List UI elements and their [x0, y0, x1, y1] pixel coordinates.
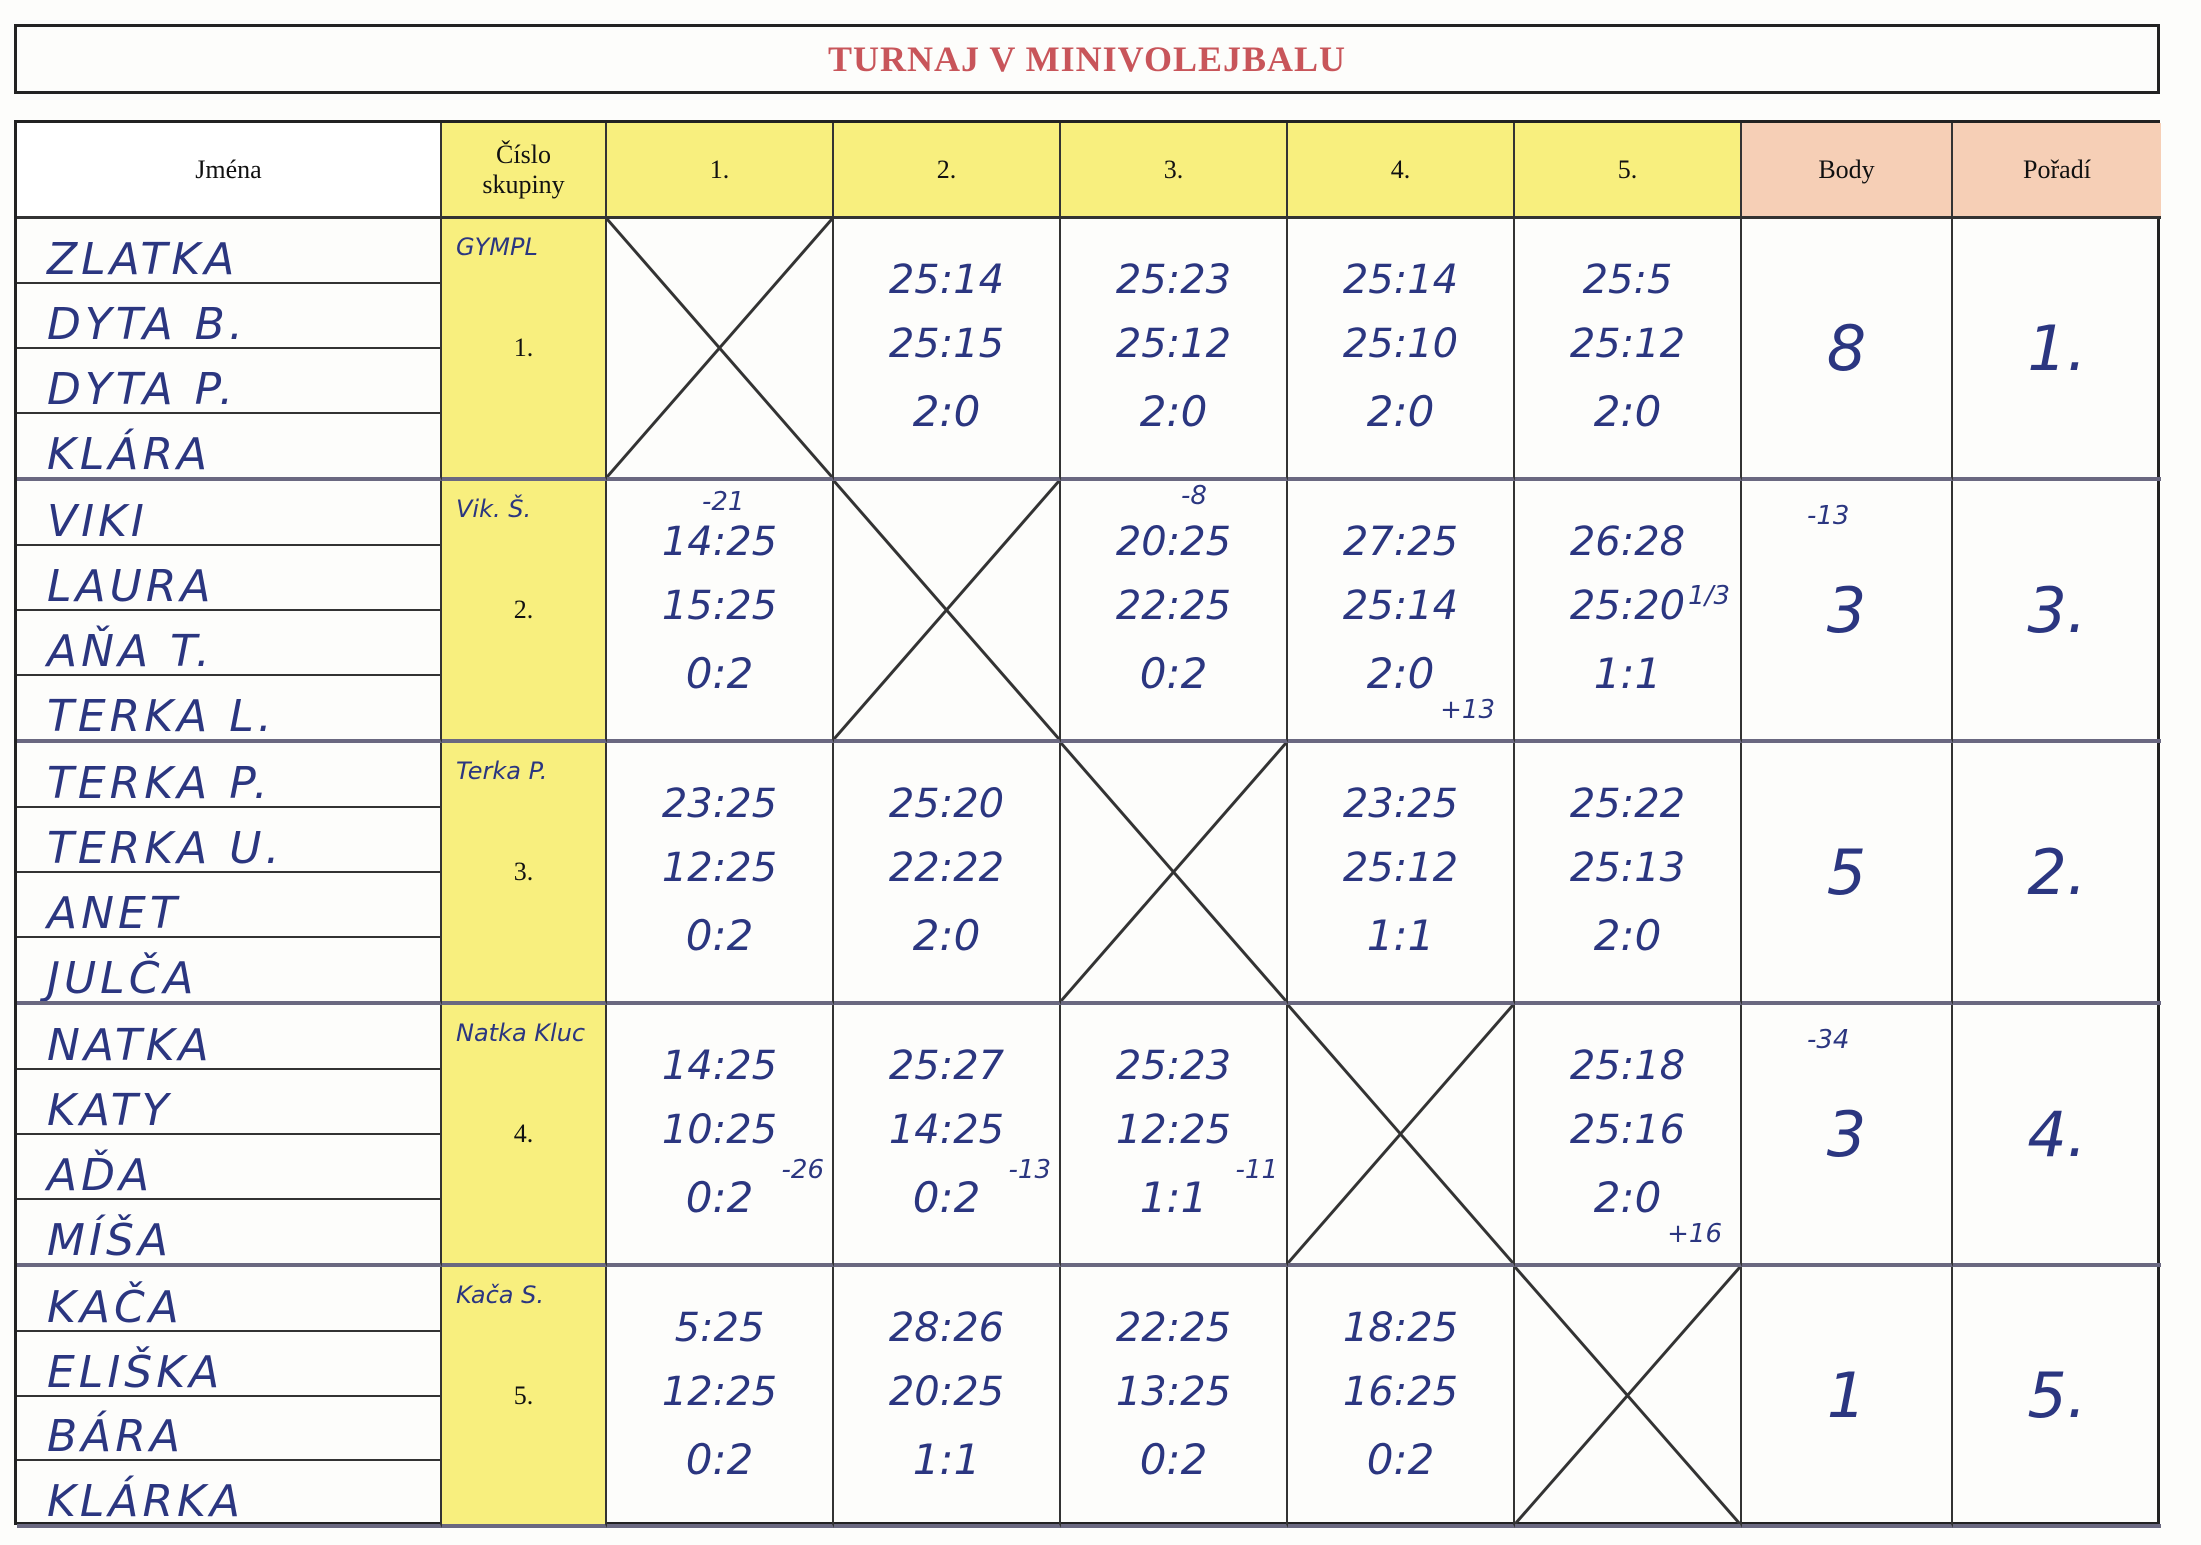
header-col-4: 4. [1288, 123, 1515, 219]
match-score-cell [607, 743, 834, 1005]
set-score: 25:12 [1115, 321, 1232, 367]
cross-mark-icon [834, 481, 1059, 739]
page-title: TURNAJ V MINIVOLEJBALU [827, 39, 1347, 79]
set-score: 14:25 [661, 1043, 778, 1089]
score-note: -26 [781, 1155, 824, 1185]
points-value: 3 [1826, 1097, 1867, 1171]
rank-value: 5. [2027, 1359, 2087, 1432]
match-result: 1:1 [1593, 649, 1662, 698]
group-number: 5. [513, 1380, 534, 1410]
set-score: 23:25 [1342, 781, 1459, 827]
crossed-out-cell [1288, 1005, 1515, 1267]
points-value: 3 [1826, 573, 1867, 647]
match-score-cell [607, 481, 834, 743]
player-name: DYTA B. [17, 284, 440, 349]
group-number: 1. [513, 333, 534, 362]
cross-mark-icon [607, 219, 832, 477]
header-col-3: 3. [1061, 123, 1288, 219]
set-score: 12:25 [661, 845, 778, 891]
names-cell [17, 1005, 442, 1267]
points-value: 1 [1826, 1359, 1867, 1432]
rank-cell [1953, 1267, 2161, 1528]
match-result: 0:2 [685, 911, 754, 960]
match-result: 2:0 [1593, 911, 1662, 960]
match-result: 2:0 [1366, 649, 1435, 698]
header-names: Jména [17, 123, 442, 219]
match-result: 0:2 [1139, 649, 1208, 698]
crossed-out-cell [834, 481, 1061, 743]
names-cell [17, 219, 442, 481]
header-group [442, 123, 607, 219]
match-result: 2:0 [1593, 1173, 1662, 1222]
score-note: -21 [702, 487, 745, 517]
match-score-cell [834, 743, 1061, 1005]
crossed-out-cell [1515, 1267, 1742, 1528]
player-name: ANET [17, 873, 440, 938]
score-note: -8 [1181, 481, 1207, 511]
player-name: TERKA P. [17, 743, 440, 808]
header-group-line2: skupiny [482, 169, 565, 199]
match-score-cell [1061, 1267, 1288, 1528]
match-score-cell [834, 219, 1061, 481]
match-result: 1:1 [1366, 911, 1435, 960]
match-score-cell [607, 1267, 834, 1528]
group-tag: Natka Kluc [456, 1019, 586, 1047]
score-note: 1/3 [1688, 581, 1730, 611]
set-score: 28:26 [888, 1304, 1005, 1351]
set-score: 25:5 [1582, 257, 1673, 303]
header-points: Body [1742, 123, 1953, 219]
group-cell [442, 1005, 607, 1267]
set-score: 25:14 [1342, 583, 1459, 629]
set-score: 25:18 [1569, 1043, 1686, 1089]
player-name: AŇA T. [17, 611, 440, 676]
match-result: 0:2 [1366, 1434, 1435, 1484]
crossed-out-cell [607, 219, 834, 481]
match-score-cell [607, 1005, 834, 1267]
match-score-cell [1288, 1267, 1515, 1528]
set-score: 23:25 [661, 781, 778, 827]
group-tag: GYMPL [456, 233, 538, 261]
set-score: 25:14 [1342, 257, 1459, 303]
set-score: 14:25 [888, 1107, 1005, 1153]
cross-mark-icon [1061, 743, 1286, 1001]
points-cell [1742, 743, 1953, 1005]
names-cell [17, 743, 442, 1005]
names-cell [17, 481, 442, 743]
set-score: 14:25 [661, 519, 778, 565]
set-score: 22:25 [1115, 583, 1232, 629]
header-col-1: 1. [607, 123, 834, 219]
rank-cell [1953, 1005, 2161, 1267]
group-cell [442, 481, 607, 743]
match-score-cell [1515, 1005, 1742, 1267]
points-cell [1742, 481, 1953, 743]
score-note: -11 [1235, 1155, 1278, 1185]
player-name: BÁRA [17, 1397, 440, 1462]
group-tag: Kača S. [456, 1281, 544, 1309]
match-result: 0:2 [685, 649, 754, 698]
rank-cell [1953, 743, 2161, 1005]
match-result: 1:1 [1139, 1173, 1208, 1222]
set-score: 25:23 [1115, 257, 1232, 303]
match-score-cell [1061, 219, 1288, 481]
set-score: 25:16 [1569, 1107, 1686, 1153]
match-result: 0:2 [1139, 1434, 1208, 1484]
set-score: 12:25 [1115, 1107, 1232, 1153]
player-name: KATY [17, 1070, 440, 1135]
match-result: 2:0 [1366, 387, 1435, 436]
crossed-out-cell [1061, 743, 1288, 1005]
set-score: 25:27 [888, 1043, 1005, 1089]
group-tag: Vik. Š. [456, 495, 532, 523]
player-name: AĎA [17, 1135, 440, 1200]
player-name: KAČA [17, 1267, 440, 1332]
match-result: 1:1 [912, 1434, 981, 1484]
rank-value: 1. [2027, 311, 2087, 385]
match-result: 2:0 [912, 911, 981, 960]
match-score-cell [1288, 743, 1515, 1005]
match-result: 0:2 [685, 1173, 754, 1222]
set-score: 26:28 [1569, 519, 1686, 565]
player-name: DYTA P. [17, 349, 440, 414]
match-score-cell [1288, 219, 1515, 481]
rank-value: 2. [2027, 835, 2087, 909]
player-name: VIKI [17, 481, 440, 546]
points-cell [1742, 219, 1953, 481]
header-rank: Pořadí [1953, 123, 2161, 219]
player-name: TERKA U. [17, 808, 440, 873]
match-score-cell [834, 1005, 1061, 1267]
match-result: 2:0 [1139, 387, 1208, 436]
cross-mark-icon [1288, 1005, 1513, 1263]
set-score: 25:12 [1569, 321, 1686, 367]
group-tag: Terka P. [456, 757, 548, 785]
match-score-cell [1515, 219, 1742, 481]
set-score: 12:25 [661, 1368, 778, 1415]
set-score: 25:13 [1569, 845, 1686, 891]
set-score: 25:12 [1342, 845, 1459, 891]
group-number: 4. [513, 1119, 534, 1148]
score-note: -13 [1008, 1155, 1051, 1185]
player-name: ZLATKA [17, 219, 440, 284]
points-value: 8 [1826, 311, 1867, 385]
player-name: KLÁRKA [47, 1476, 244, 1527]
set-score: 25:20 [888, 781, 1005, 827]
names-cell [17, 1267, 442, 1528]
set-score: 20:25 [888, 1368, 1005, 1415]
points-note: -13 [1807, 501, 1850, 531]
group-cell [442, 743, 607, 1005]
rank-cell [1953, 219, 2161, 481]
set-score: 5:25 [674, 1304, 765, 1351]
group-number: 3. [513, 857, 534, 886]
set-score: 22:22 [888, 845, 1005, 891]
rank-value: 3. [2027, 573, 2087, 647]
score-note: +13 [1440, 695, 1495, 725]
match-score-cell [1515, 481, 1742, 743]
set-score: 25:10 [1342, 321, 1459, 367]
match-score-cell [1515, 743, 1742, 1005]
match-result: 2:0 [912, 387, 981, 436]
points-value: 5 [1826, 835, 1867, 909]
points-note: -34 [1807, 1025, 1850, 1055]
player-name: NATKA [17, 1005, 440, 1070]
group-cell [442, 1267, 607, 1528]
player-name: KLÁRA [47, 429, 212, 480]
player-name: MÍŠA [47, 1215, 172, 1266]
set-score: 25:20 [1569, 583, 1686, 629]
player-name: TERKA L. [47, 691, 276, 742]
player-name: JULČA [47, 953, 198, 1004]
set-score: 18:25 [1342, 1304, 1459, 1351]
match-score-cell [1061, 1005, 1288, 1267]
score-note: +16 [1667, 1219, 1722, 1249]
title-box [14, 24, 2160, 94]
header-col-2: 2. [834, 123, 1061, 219]
set-score: 25:14 [888, 257, 1005, 303]
match-result: 0:2 [912, 1173, 981, 1222]
set-score: 10:25 [661, 1107, 778, 1153]
set-score: 15:25 [661, 583, 778, 629]
group-cell [442, 219, 607, 481]
match-result: 2:0 [1593, 387, 1662, 436]
group-number: 2. [513, 595, 534, 624]
set-score: 20:25 [1115, 519, 1232, 565]
set-score: 22:25 [1115, 1304, 1232, 1351]
match-score-cell [1288, 481, 1515, 743]
points-cell [1742, 1267, 1953, 1528]
header-group-line1: Číslo [496, 139, 551, 169]
set-score: 25:22 [1569, 781, 1686, 827]
points-cell [1742, 1005, 1953, 1267]
set-score: 25:15 [888, 321, 1005, 367]
player-name: ELIŠKA [17, 1332, 440, 1397]
rank-cell [1953, 481, 2161, 743]
match-score-cell [1061, 481, 1288, 743]
results-table [14, 120, 2160, 1525]
set-score: 27:25 [1342, 519, 1459, 565]
match-result: 0:2 [685, 1434, 754, 1484]
match-score-cell [834, 1267, 1061, 1528]
rank-value: 4. [2027, 1097, 2087, 1171]
header-col-5: 5. [1515, 123, 1742, 219]
set-score: 13:25 [1115, 1368, 1232, 1415]
cross-mark-icon [1515, 1267, 1740, 1524]
player-name: LAURA [17, 546, 440, 611]
set-score: 16:25 [1342, 1368, 1459, 1415]
set-score: 25:23 [1115, 1043, 1232, 1089]
